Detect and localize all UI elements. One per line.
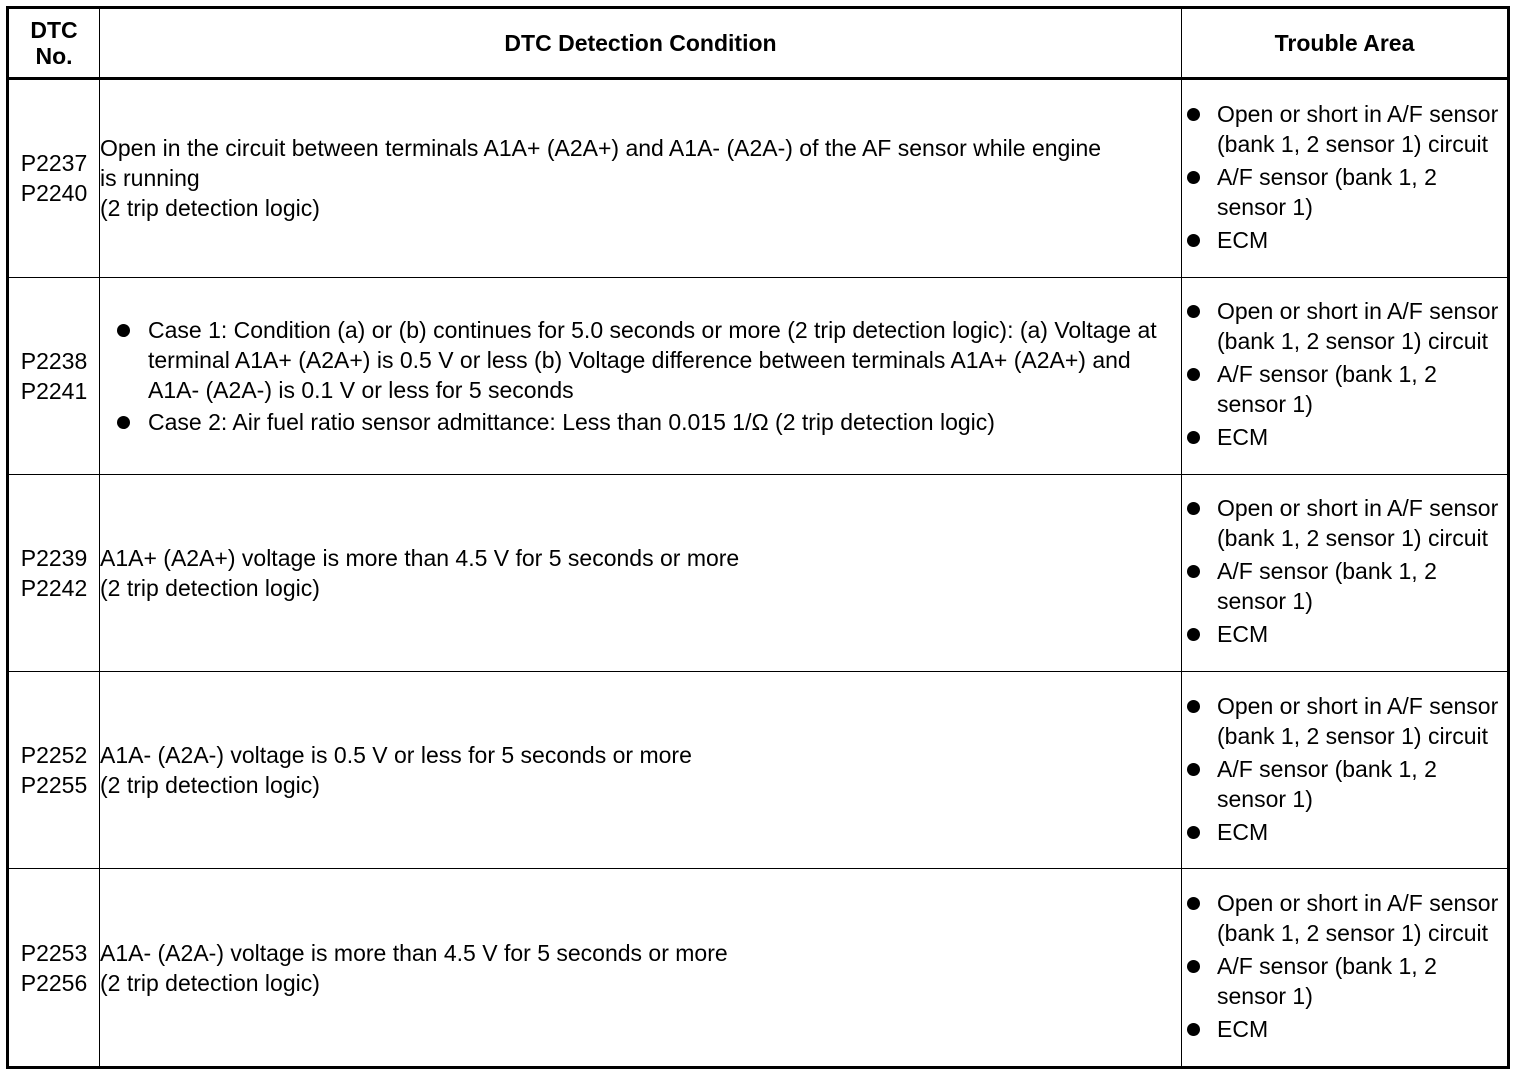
bullet-icon <box>1187 368 1200 381</box>
trouble-area-item: A/F sensor (bank 1, 2 sensor 1) <box>1182 162 1507 222</box>
bullet-icon <box>1187 108 1200 121</box>
dtc-code-cell <box>8 277 100 474</box>
dtc-code: P2242 <box>20 574 88 601</box>
trouble-area-cell <box>1182 277 1509 474</box>
trouble-area-item: ECM <box>1182 817 1507 847</box>
trouble-area-item: ECM <box>1182 1014 1507 1044</box>
trouble-area-item: A/F sensor (bank 1, 2 sensor 1) <box>1182 556 1507 616</box>
table-row <box>8 277 1509 474</box>
dtc-code-cell <box>8 672 100 869</box>
bullet-icon <box>1187 502 1200 515</box>
trouble-area-item: A/F sensor (bank 1, 2 sensor 1) <box>1182 951 1507 1011</box>
bullet-icon <box>1187 763 1200 776</box>
dtc-code-cell <box>8 474 100 671</box>
bullet-icon <box>1187 1023 1200 1036</box>
bullet-icon <box>1187 826 1200 839</box>
condition-text: A1A- (A2A-) voltage is more than 4.5 V for 5 seconds or more <box>100 939 728 966</box>
trouble-area-item: Open or short in A/F sensor (bank 1, 2 sensor 1) circuit <box>1182 493 1507 553</box>
header-dtc-no-line: No. <box>35 43 73 69</box>
header-dtc-no-line: DTC <box>30 17 78 43</box>
dtc-code: P2239 <box>20 544 88 571</box>
detection-condition-cell <box>100 474 1182 671</box>
condition-text: (2 trip detection logic) <box>100 574 320 601</box>
table-row <box>8 672 1509 869</box>
detection-condition-cell <box>100 869 1182 1068</box>
bullet-icon <box>1187 431 1200 444</box>
condition-bullet: Case 2: Air fuel ratio sensor admittance: Less than 0.015 1/Ω (2 trip detection logic) <box>100 407 1181 437</box>
trouble-area-cell <box>1182 474 1509 671</box>
bullet-icon <box>117 416 130 429</box>
trouble-area-item: Open or short in A/F sensor (bank 1, 2 sensor 1) circuit <box>1182 99 1507 159</box>
bullet-icon <box>1187 305 1200 318</box>
trouble-area-item: A/F sensor (bank 1, 2 sensor 1) <box>1182 754 1507 814</box>
dtc-code-cell <box>8 869 100 1068</box>
detection-condition-cell <box>100 79 1182 278</box>
dtc-code: P2256 <box>20 969 88 996</box>
header-condition: DTC Detection Condition <box>100 8 1182 79</box>
dtc-code: P2237 <box>20 150 88 177</box>
trouble-area-item: ECM <box>1182 422 1507 452</box>
trouble-area-item: Open or short in A/F sensor (bank 1, 2 sensor 1) circuit <box>1182 296 1507 356</box>
trouble-area-item: ECM <box>1182 619 1507 649</box>
header-dtc-no <box>8 8 100 79</box>
bullet-icon <box>1187 565 1200 578</box>
header-row <box>8 8 1509 79</box>
trouble-area-cell <box>1182 869 1509 1068</box>
condition-text: (2 trip detection logic) <box>100 195 320 222</box>
detection-condition-cell <box>100 277 1182 474</box>
bullet-icon <box>1187 628 1200 641</box>
bullet-icon <box>1187 960 1200 973</box>
condition-text: A1A+ (A2A+) voltage is more than 4.5 V for 5 seconds or more <box>100 544 740 571</box>
condition-text: Open in the circuit between terminals A1A+ (A2A+) and A1A- (A2A-) of the AF sensor while engine is running <box>100 135 1102 192</box>
table-row <box>8 474 1509 671</box>
condition-bullet: Case 1: Condition (a) or (b) continues for 5.0 seconds or more (2 trip detection logic): (a) Voltage at terminal A1A+ (A2A+) is 0.5 V or less (b) Voltage difference between terminals A1A+ (A2A+) and A1A- (A2A-) is 0.1 V or less for 5 seconds <box>100 315 1181 405</box>
dtc-code: P2241 <box>20 377 88 404</box>
dtc-code: P2240 <box>20 180 88 207</box>
trouble-area-item: Open or short in A/F sensor (bank 1, 2 sensor 1) circuit <box>1182 691 1507 751</box>
dtc-code-cell <box>8 79 100 278</box>
bullet-icon <box>117 324 130 337</box>
table-row <box>8 869 1509 1068</box>
bullet-icon <box>1187 700 1200 713</box>
dtc-table <box>6 6 1510 1069</box>
dtc-code: P2253 <box>20 939 88 966</box>
trouble-area-cell <box>1182 672 1509 869</box>
trouble-area-item: ECM <box>1182 225 1507 255</box>
trouble-area-cell <box>1182 79 1509 278</box>
bullet-icon <box>1187 897 1200 910</box>
dtc-code: P2255 <box>20 772 88 799</box>
header-trouble-area: Trouble Area <box>1182 8 1509 79</box>
condition-text: (2 trip detection logic) <box>100 969 320 996</box>
bullet-icon <box>1187 171 1200 184</box>
trouble-area-item: Open or short in A/F sensor (bank 1, 2 sensor 1) circuit <box>1182 888 1507 948</box>
condition-text: (2 trip detection logic) <box>100 772 320 799</box>
dtc-code: P2252 <box>20 742 88 769</box>
bullet-icon <box>1187 234 1200 247</box>
dtc-code: P2238 <box>20 347 88 374</box>
detection-condition-cell <box>100 672 1182 869</box>
table-row <box>8 79 1509 278</box>
condition-text: A1A- (A2A-) voltage is 0.5 V or less for 5 seconds or more <box>100 742 692 769</box>
trouble-area-item: A/F sensor (bank 1, 2 sensor 1) <box>1182 359 1507 419</box>
